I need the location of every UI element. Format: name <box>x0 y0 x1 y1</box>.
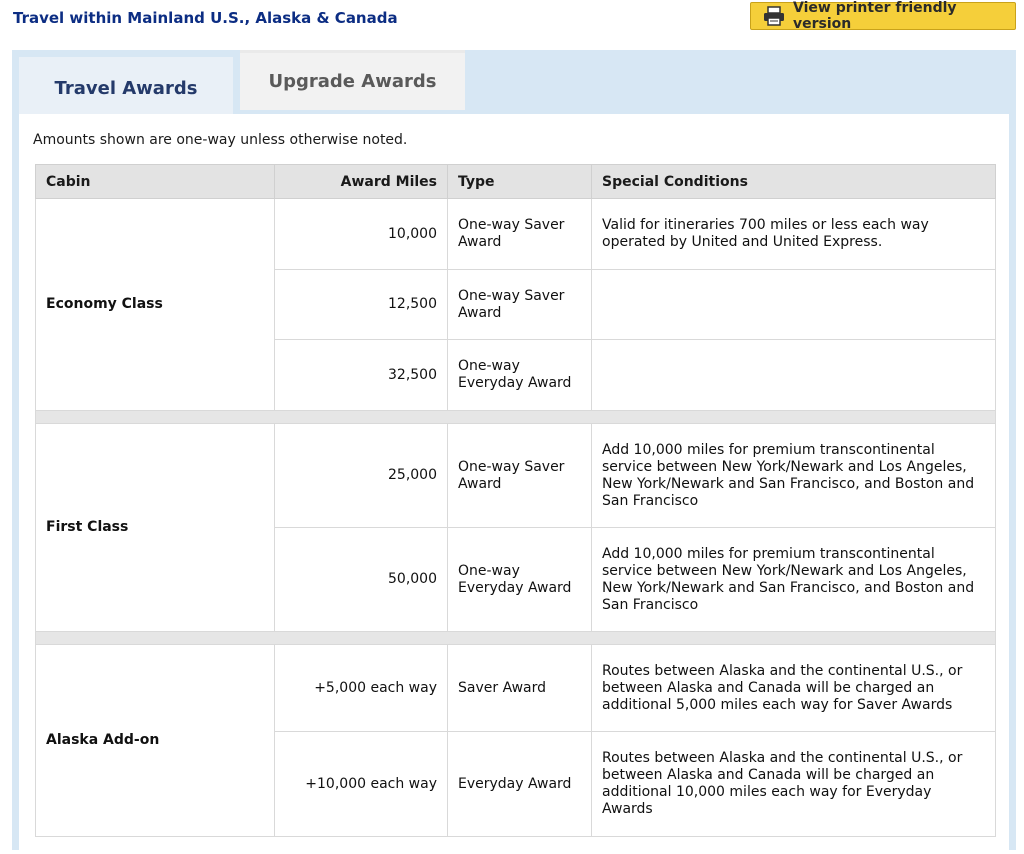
type-cell: One-way Everyday Award <box>448 340 592 411</box>
miles-cell: 50,000 <box>275 528 448 632</box>
type-cell: One-way Saver Award <box>448 424 592 528</box>
type-cell: Saver Award <box>448 645 592 732</box>
cabin-cell: Alaska Add-on <box>36 645 275 837</box>
type-cell: One-way Saver Award <box>448 270 592 340</box>
group-divider <box>36 411 996 424</box>
conditions-cell: Routes between Alaska and the continental U.S., or between Alaska and Canada will be charged an additional 5,000 miles each way for Saver Awards <box>592 645 996 732</box>
miles-cell: +5,000 each way <box>275 645 448 732</box>
cabin-cell: Economy Class <box>36 199 275 411</box>
conditions-cell <box>592 340 996 411</box>
miles-cell: +10,000 each way <box>275 732 448 837</box>
printer-icon <box>763 6 785 26</box>
table-row <box>36 424 996 528</box>
miles-cell: 12,500 <box>275 270 448 340</box>
awards-table <box>35 164 996 837</box>
table-header-row <box>36 165 996 199</box>
header-cabin: Cabin <box>36 165 275 199</box>
miles-cell: 25,000 <box>275 424 448 528</box>
conditions-cell: Add 10,000 miles for premium transcontinental service between New York/Newark and Los Angeles, New York/Newark and San Francisco, and Boston and San Francisco <box>592 424 996 528</box>
print-button-label: View printer friendly version <box>793 0 957 32</box>
header-award-miles: Award Miles <box>275 165 448 199</box>
conditions-cell: Valid for itineraries 700 miles or less each way operated by United and United Express. <box>592 199 996 270</box>
tab-upgrade-awards[interactable] <box>240 50 465 110</box>
miles-cell: 32,500 <box>275 340 448 411</box>
type-cell: One-way Saver Award <box>448 199 592 270</box>
table-row <box>36 199 996 270</box>
awards-tabs <box>12 50 1016 850</box>
miles-cell: 10,000 <box>275 199 448 270</box>
header-special-conditions: Special Conditions <box>592 165 996 199</box>
travel-awards-panel <box>19 114 1009 854</box>
type-cell: Everyday Award <box>448 732 592 837</box>
tab-upgrade-awards-label: Upgrade Awards <box>268 71 437 92</box>
table-row <box>36 645 996 732</box>
conditions-cell: Add 10,000 miles for premium transcontinental service between New York/Newark and Los Angeles, New York/Newark and San Francisco, and Boston and San Francisco <box>592 528 996 632</box>
cabin-cell: First Class <box>36 424 275 632</box>
type-cell: One-way Everyday Award <box>448 528 592 632</box>
conditions-cell <box>592 270 996 340</box>
group-divider <box>36 632 996 645</box>
conditions-cell: Routes between Alaska and the continental U.S., or between Alaska and Canada will be charged an additional 10,000 miles each way for Everyday Awards <box>592 732 996 837</box>
tab-travel-awards[interactable] <box>12 50 240 114</box>
header-type: Type <box>448 165 592 199</box>
one-way-note: Amounts shown are one-way unless otherwise noted. <box>33 132 408 148</box>
page-title: Travel within Mainland U.S., Alaska & Canada <box>13 9 398 27</box>
tab-travel-awards-label: Travel Awards <box>54 78 198 99</box>
print-button[interactable] <box>750 2 1016 30</box>
